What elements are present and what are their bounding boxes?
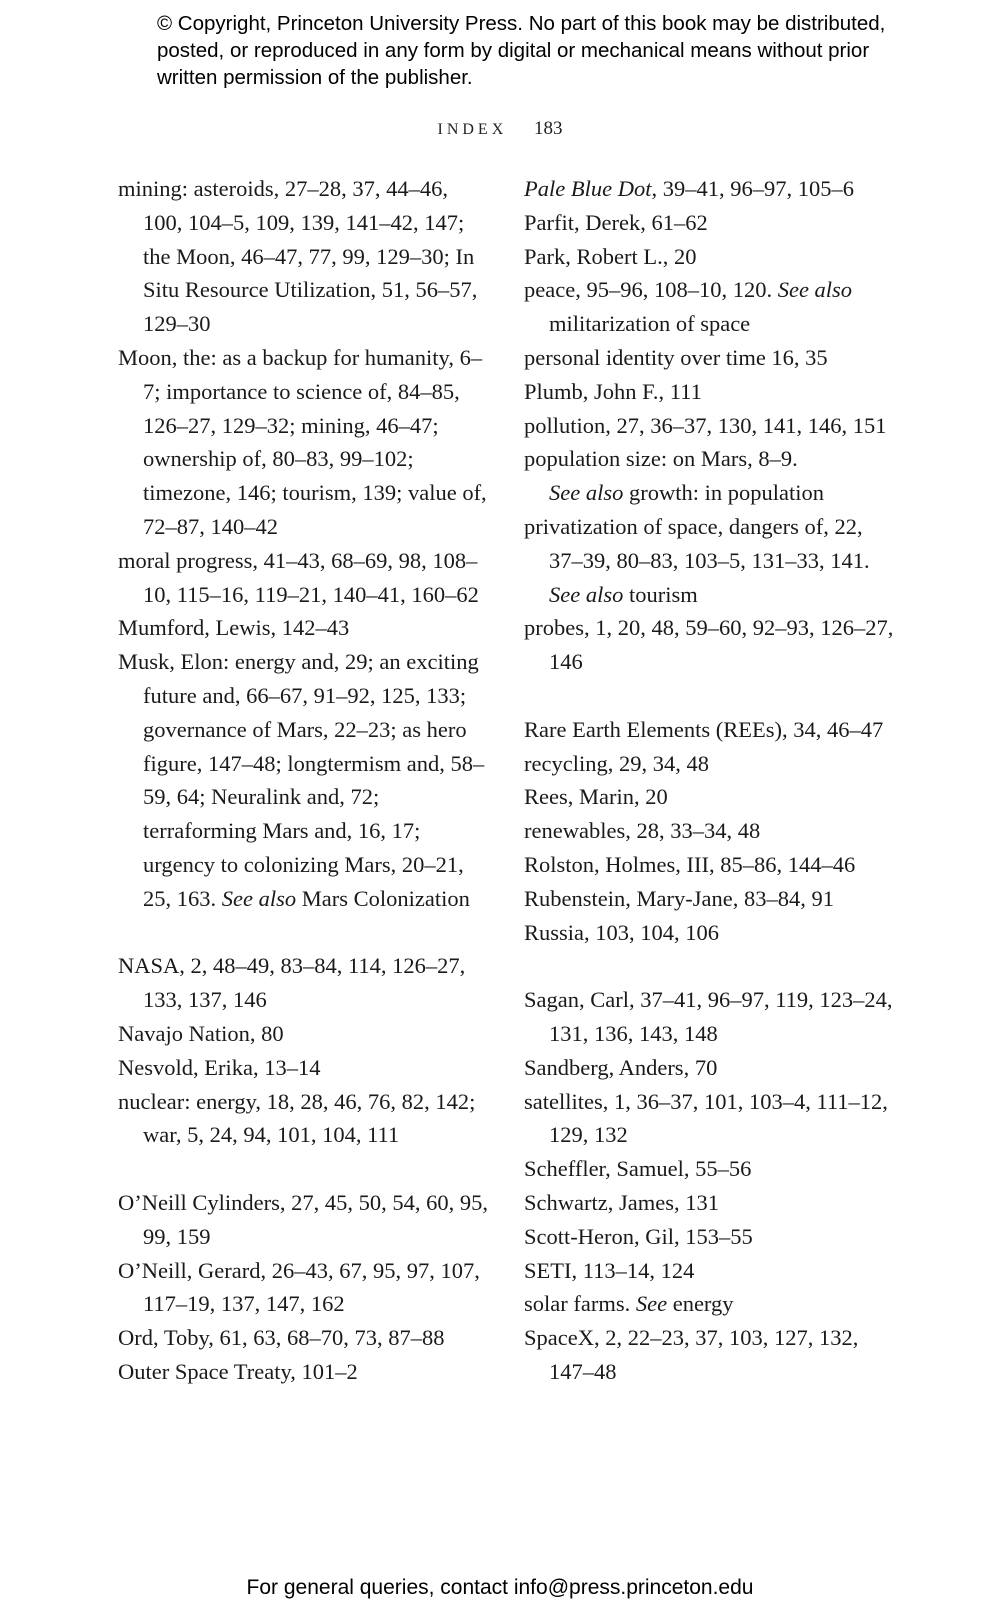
index-entry: recycling, 29, 34, 48	[524, 750, 709, 776]
index-entry: SpaceX, 2, 22–23, 37, 103, 127, 132, 147–48	[524, 1325, 859, 1384]
index-entry	[524, 1287, 894, 1321]
index-entry	[524, 172, 894, 206]
index-entry: Mumford, Lewis, 142–43	[118, 615, 350, 641]
cross-reference: tourism	[628, 581, 698, 607]
index-entry: Sandberg, Anders, 70	[524, 1054, 718, 1080]
cross-reference: Mars Colonization	[301, 885, 470, 911]
index-column-right	[524, 172, 894, 1389]
see-label: See	[635, 1291, 668, 1317]
index-entry: SETI, 113–14, 124	[524, 1257, 695, 1283]
letter-group-gap	[524, 679, 894, 713]
running-head-label: INDEX	[437, 121, 508, 138]
letter-group-gap	[118, 1152, 488, 1186]
index-column-left	[118, 172, 488, 1389]
index-entry: Rubenstein, Mary-Jane, 83–84, 91	[524, 885, 834, 911]
see-also-label: See also	[777, 277, 853, 303]
see-also-label: See also	[549, 581, 624, 607]
page-number: 183	[534, 118, 563, 139]
index-entry: satellites, 1, 36–37, 101, 103–4, 111–12, 129, 132	[524, 1088, 888, 1148]
entry-text: , 39–41, 96–97, 105–6	[651, 176, 854, 201]
index-entry	[524, 510, 894, 611]
index-entry: Scheffler, Samuel, 55–56	[524, 1156, 752, 1182]
letter-group-gap	[118, 916, 488, 950]
index-entry: Rolston, Holmes, III, 85–86, 144–46	[524, 851, 856, 877]
book-title: Pale Blue Dot	[524, 176, 652, 201]
index-entry: nuclear: energy, 18, 28, 46, 76, 82, 142; war, 5, 24, 94, 101, 104, 111	[118, 1088, 476, 1148]
index-entry: Plumb, John F., 111	[524, 378, 702, 404]
entry-text: peace, 95–96, 108–10, 120.	[524, 277, 773, 303]
index-entry: Park, Robert L., 20	[524, 243, 697, 269]
index-entry: Rees, Marin, 20	[524, 784, 668, 810]
index-entry: Schwartz, James, 131	[524, 1189, 719, 1215]
index-entry: mining: asteroids, 27–28, 37, 44–46, 100, 104–5, 109, 139, 141–42, 147; the Moon, 46–47, 77, 99, 129–30; In Situ Resource Utilization, 51, 56–57, 129–30	[118, 176, 478, 337]
running-head	[0, 118, 1000, 140]
cross-reference: energy	[672, 1291, 734, 1317]
index-entry: Parfit, Derek, 61–62	[524, 209, 708, 235]
index-entry: Russia, 103, 104, 106	[524, 919, 720, 945]
index-entry: O’Neill, Gerard, 26–43, 67, 95, 97, 107, 117–19, 137, 147, 162	[118, 1257, 480, 1317]
index-entry: moral progress, 41–43, 68–69, 98, 108–10, 115–16, 119–21, 140–41, 160–62	[118, 547, 479, 607]
index-entry: pollution, 27, 36–37, 130, 141, 146, 151	[524, 412, 887, 438]
index-entry: Scott-Heron, Gil, 153–55	[524, 1223, 753, 1249]
index-entry	[524, 273, 894, 341]
index-entry	[118, 645, 488, 915]
index-entry: Outer Space Treaty, 101–2	[118, 1358, 358, 1384]
index-entry	[524, 442, 894, 510]
index-entry: Sagan, Carl, 37–41, 96–97, 119, 123–24, 131, 136, 143, 148	[524, 987, 893, 1046]
index-entry: O’Neill Cylinders, 27, 45, 50, 54, 60, 95, 99, 159	[118, 1189, 488, 1249]
index-entry: Moon, the: as a backup for humanity, 6–7; importance to science of, 84–85, 126–27, 129–32; mining, 46–47; ownership of, 80–83, 99–102; timezone, 146; tourism, 139; value of, 72–87, 140–42	[118, 344, 487, 539]
cross-reference: growth: in population	[628, 480, 824, 506]
index-entry: probes, 1, 20, 48, 59–60, 92–93, 126–27, 146	[524, 615, 894, 675]
copyright-notice: © Copyright, Princeton University Press. No part of this book may be distributed, posted, or reproduced in any form by digital or mechanical means without prior written permission of the publisher.	[157, 12, 886, 89]
index-entry: renewables, 28, 33–34, 48	[524, 818, 761, 844]
letter-group-gap	[524, 949, 894, 983]
entry-text: Musk, Elon: energy and, 29; an exciting future and, 66–67, 91–92, 125, 133; governance of Mars, 22–23; as hero figure, 147–48; longtermism and, 58–59, 64; Neuralink and, 72; terraforming Mars and, 16, 17; urgency to colonizing Mars, 20–21, 25, 163.	[118, 649, 485, 911]
entry-text: solar farms.	[524, 1291, 631, 1317]
index-entry: NASA, 2, 48–49, 83–84, 114, 126–27, 133, 137, 146	[118, 953, 466, 1013]
entry-text: population size: on Mars, 8–9.	[524, 446, 798, 472]
see-also-label: See also	[221, 885, 297, 911]
entry-text: privatization of space, dangers of, 22, 37–39, 80–83, 103–5, 131–33, 141.	[524, 513, 870, 573]
cross-reference: militarization of space	[549, 311, 751, 337]
index-entry: Navajo Nation, 80	[118, 1020, 284, 1046]
see-also-label: See also	[549, 480, 624, 506]
footer-contact: For general queries, contact info@press.princeton.edu	[246, 1576, 754, 1599]
index-entry: Ord, Toby, 61, 63, 68–70, 73, 87–88	[118, 1325, 445, 1351]
index-entry: Nesvold, Erika, 13–14	[118, 1054, 321, 1080]
index-entry: personal identity over time 16, 35	[524, 344, 828, 370]
index-entry: Rare Earth Elements (REEs), 34, 46–47	[524, 716, 884, 742]
